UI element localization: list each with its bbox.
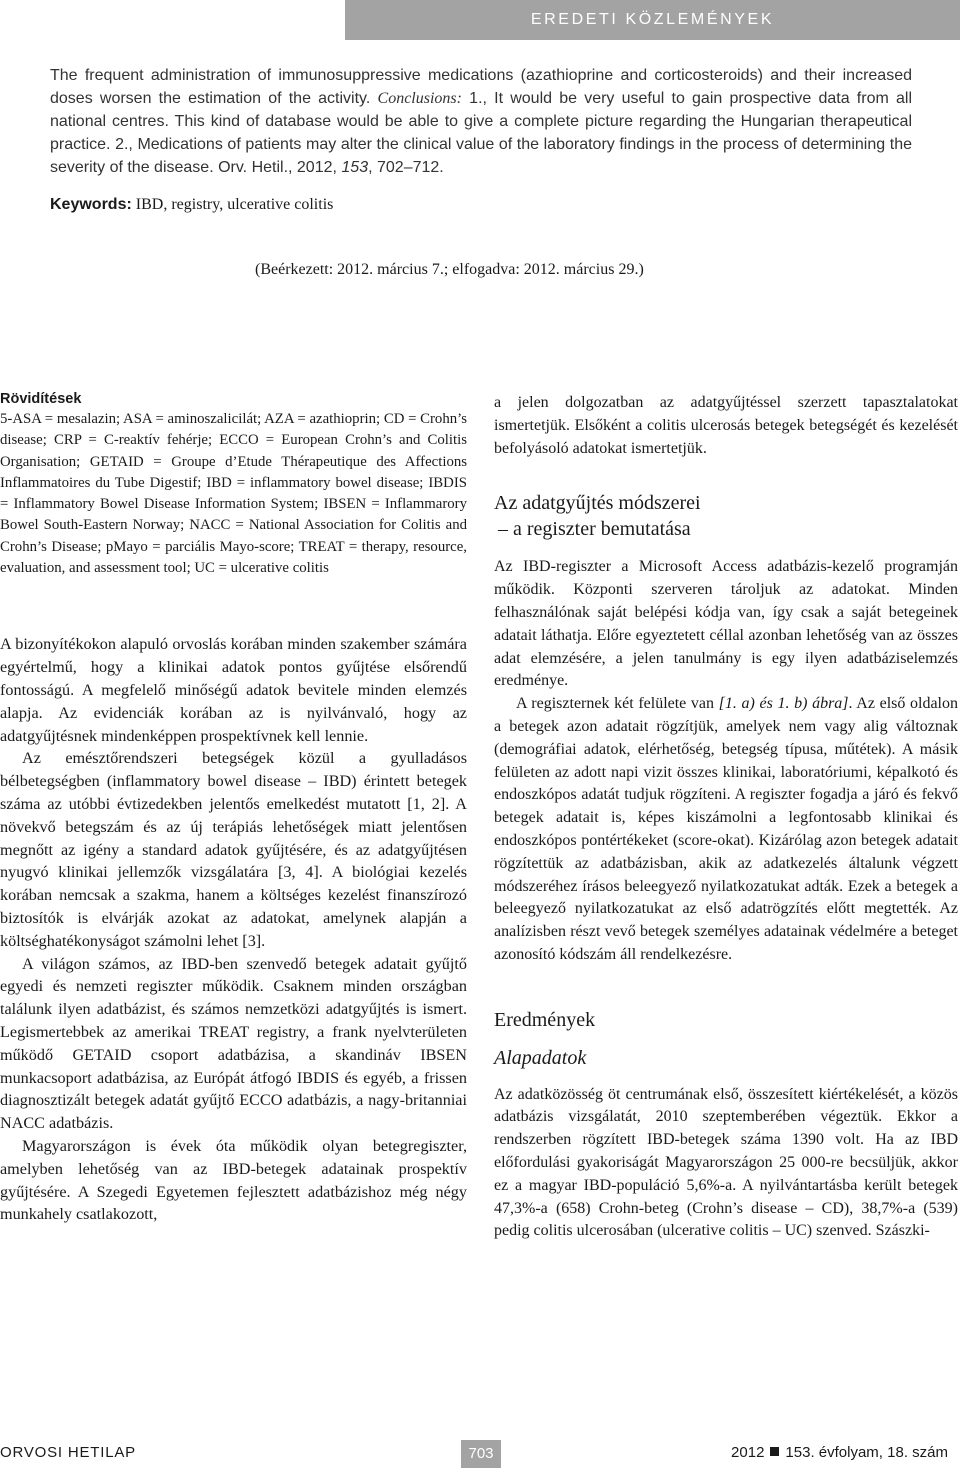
square-separator-icon	[770, 1447, 779, 1456]
abbreviations-text: 5-ASA = mesalazin; ASA = aminoszalicilát; AZA = azathioprin; CD = Crohn’s disease; CRP = C-reaktív fehérje; ECCO = European Crohn’s and Colitis Organisation; GETAID = Groupe d’Etude Thérapeutique des Affections Inflammatoires du Tube Digestif; IBD = inflammatory bowel disease; IBDIS = Inflammatory Bowel Disease Information System; IBSEN = Inflammarory Bowel South-Eastern Norway; NACC = National Association for Colitis and Crohn’s Disease; pMayo = parciális Mayo-score; TREAT = therapy, resource, evaluation, and assessment tool; UC = ulcerative colitis	[0, 411, 467, 577]
conclusions-label: Conclusions:	[377, 90, 462, 107]
abstract-text: The frequent administration of immunosuppressive medications (azathioprine and corticosteroids) and their increased doses worsen the estimation of the activity.	[50, 67, 912, 107]
issue-text: 153. évfolyam, 18. szám	[785, 1444, 948, 1461]
received-dates: (Beérkezett: 2012. március 7.; elfogadva: 2012. március 29.)	[255, 261, 644, 278]
issue-info	[731, 1444, 948, 1461]
conclusions-text: 1., It would be very useful to gain prospective data from all national centres. This kind of database would be able to give a complete picture regarding the Hungarian therapeutical practice. 2., Medications of patients may alter the clinical value of the laboratory findings in the process of determining the severity of the disease. Orv. Hetil., 2012,	[50, 90, 913, 176]
methods-heading-line-1: Az adatgyűjtés módszerei	[494, 492, 701, 515]
pages: , 702–712.	[368, 159, 444, 176]
journal-name: ORVOSI HETILAP	[0, 1444, 136, 1461]
year: 2012	[731, 1444, 765, 1461]
methods-heading	[494, 490, 958, 542]
abstract	[50, 64, 912, 179]
page-number: 703	[461, 1440, 501, 1468]
methods-p2-start: A regiszternek két felülete van	[516, 695, 719, 713]
keywords	[50, 193, 910, 216]
page-footer	[0, 1436, 960, 1470]
section-header: EREDETI KÖZLEMÉNYEK	[345, 0, 960, 40]
intro-continuation: a jelen dolgozatban az adatgyűjtéssel szerzett tapasztalatokat ismertetjük. Elsőként a colitis ulcerosás betegek betegségét és kezelését befolyásoló adatokat ismertetjük.	[494, 394, 958, 457]
keywords-text: IBD, registry, ulcerative colitis	[135, 196, 334, 213]
results-heading: Eredmények	[494, 1008, 596, 1031]
left-column	[0, 389, 467, 1226]
abbreviations-title: Rövidítések	[0, 391, 82, 407]
figure-reference: [1. a) és 1. b) ábra]	[718, 695, 849, 713]
intro-paragraph-1: A bizonyítékokon alapuló orvoslás korában minden szakember számára egyértelmű, hogy a klinikai adatok pontos gyűjtése elsőrendű fontosságú. A megfelelő minőségű adatok bevitele minden elemzés alapja. Az evidenciák korában az is nyilvánvaló, hogy az adatgyűjtésnek mindenképpen prospektívnek kell lennie.	[0, 635, 467, 745]
results-subheading: Alapadatok	[494, 1046, 587, 1069]
keywords-label: Keywords:	[50, 196, 132, 213]
intro-paragraph-2: Az emésztőrendszeri betegségek közül a gyulladásos bélbetegségben (inflammatory bowel disease – IBD) érintett betegek száma az utóbbi évtizedekben jelentős emelkedést mutatott [1, 2]. A növekvő betegszám és az új terápiás lehetőségek miatt jelentősen megnőtt az igény a standard adatok gyűjtésére, és az adatgyűjtésen nyugvó klinikai jellemzők vizsgálatára [3, 4]. A biológiai kezelés korában nemcsak a szakma, hanem a költséges kezelést finanszírozó biztosítók is elvárják azokat az adatokat, amelynek alapján a költséghatékonyságot számolni lehet [3].	[0, 749, 467, 950]
intro-paragraph-4: Magyarországon is évek óta működik olyan betegregiszter, amelyben lehetőség van az IBD-betegek adatainak prospektív gyűjtésére. A Szegedi Egyetemen fejlesztett adatbázishoz még négy munkahely csatlakozott,	[0, 1136, 467, 1224]
methods-paragraph-1: Az IBD-regiszter a Microsoft Access adatbázis-kezelő programján működik. Központi szerveren tároljuk az adatokat. Minden felhasználónak saját belépési kódja van, így csak a saját betegeinek adatait láthatja. Előre egyeztetett céllal azonban lehetőség van az összes adat elemzésére, a jelen tanulmány is egy ilyen adatbáziselemzés eredménye.	[494, 558, 958, 690]
introduction	[0, 633, 467, 1226]
intro-paragraph-3: A világon számos, az IBD-ben szenvedő betegek adatait gyűjtő egyedi és nemzeti regiszter működik. Csaknem minden országban találunk ilyen adatbázist, és számos nemzetközi adatgyűjtés is ismert. Legismertebbek az amerikai TREAT registry, a frank nyelvterületen működő GETAID csoport adatbázisa, a skandináv IBSEN munkacsoport adatbázisa, az Európát átfogó IBDIS és egyéb, a frissen diagnosztizált betegek adatát gyűjtő ECCO adatbázis, a nagy-britanniai NACC adatbázis.	[0, 954, 467, 1133]
volume: 153	[341, 159, 369, 176]
methods-heading-line-2: – a regiszter bemutatása	[498, 518, 691, 541]
methods-p2-rest: . Az első oldalon a betegek azon adatait rögzítjük, amelyek nem vagy alig változnak (demográfiai adatok, elérhetőség, betegség típusa, műtétek). A másik felületen az adott napi vizit összes klinikai, laboratóriumi, képalkotó és endoszkópos adatát tudjuk rögzíteni. A regiszter fogadja a járó és fekvő betegek adatait is, képes kiszámolni a legfontosabb klinikai és endoszkópos pontértékeket (score-okat). Kizárólag azon betegek adatait rögzítettük az adatbázisban, akik az adatkezelés általunk végzett módszeréhez írásos beleegyező nyilatkozatukat adták. Ezek a betegek a beleegyező nyilatkozatukat az első adatrögzítés előtt megtették. Az analízisben részt vevő betegek személyes adatainak védelmére a beteget azonosító kódszám áll rendelkezésre.	[494, 695, 959, 963]
results-paragraph-1: Az adatközösség öt centrumának első, összesített kiértékelését, a közös adatbázis vizsgálatát, 2010 szeptemberében végeztük. Ekkor a rendszerben rögzített IBD-betegek száma 1390 volt. Ha az IBD előfordulási gyakoriságát Magyarországon 25 000-re becsüljük, akkor ez a magyar IBD-populáció 5,6%-a. A nyilvántartásba került betegek 47,3%-a (658) Crohn-beteg (Crohn’s disease – CD), 38,7%-a (539) pedig colitis ulcerosában (ulcerative colitis – UC) szenved. Szászki-	[494, 1085, 958, 1240]
right-column	[494, 392, 958, 1243]
methods-paragraph-2	[494, 693, 958, 967]
